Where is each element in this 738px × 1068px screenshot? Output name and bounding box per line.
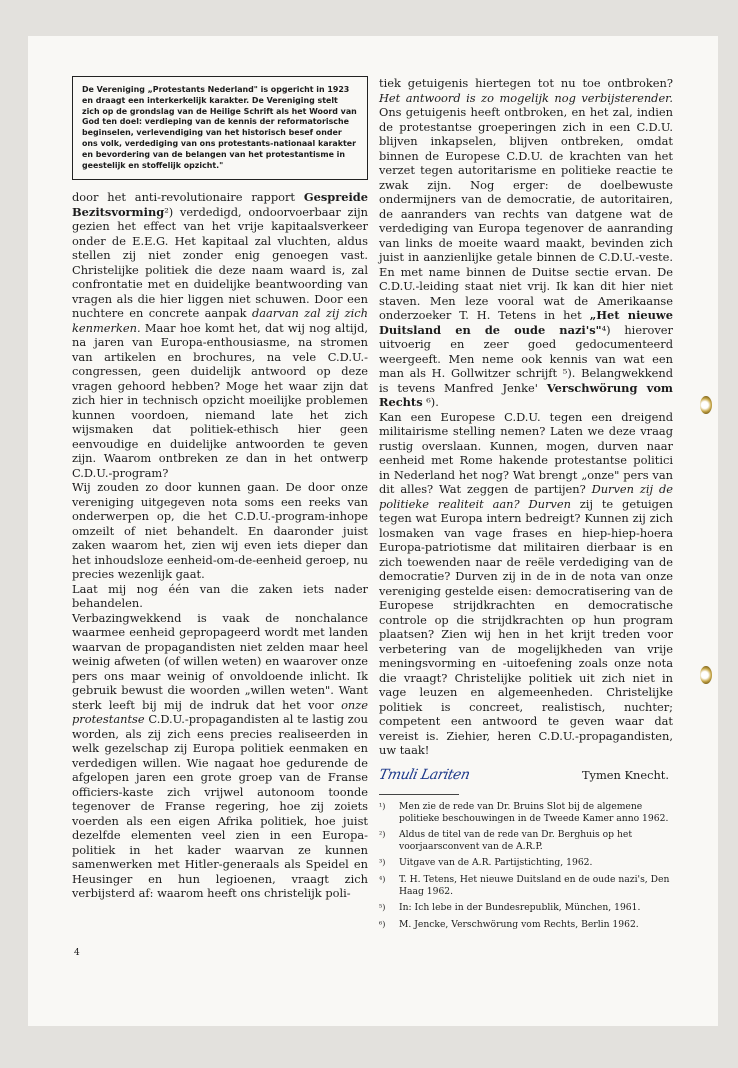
footnote-divider (379, 794, 459, 795)
footnote (379, 919, 673, 931)
footnote-number: ⁵) (379, 903, 386, 913)
association-statement: De Vereniging „Protestants Nederland" is opgericht in 1923 en draagt een interkerkelijk karakter. De Vereniging stelt zich op de grondslag van de Heilige Schrift als het Woord van God ten doel: verdieping van de kennis der reformatorische beginselen, verlevendiging van het historisch besef onder ons volk, verdediging van ons protestants-nationaal karakter en bevordering van de belangen van het protestantisme in geestelijk en stoffelijk opzicht." (82, 85, 357, 170)
left-paragraph-1 (72, 190, 368, 480)
footnote (379, 874, 673, 897)
text: zij te getuigen tegen wat Europa intern bedreigt? Kunnen zij zich losmaken van vage frases en hiep-hiep-hoera Europa-patriotisme dat militairen dierbaar is en zich toewenden naar de reële verdediging van de democratie? Durven zij in de in de nota van onze vereniging gestelde eisen: democratisering van de Europese strijdkrachten en democratische controle op die strijdkrachten op hun program plaatsen? Zien wij hen in het krijt treden voor verbetering van de mogelijkheden van vrije meningsvorming en -uitoefening zoals onze nota die vraagt? Christelijke politiek uit zich niet in vage leuzen en algemeenheden. Christelijke politiek is concreet, realistisch, nuchter; competent een antwoord te geven waar dat vereist is. Ziehier, heren C.D.U.-propagandisten, uw taak! (379, 496, 673, 757)
book-title: „Het nieuwe Duitsland en de oude nazi's" (379, 308, 673, 337)
left-paragraph-2: Wij zouden zo door kunnen gaan. De door onze vereniging uitgegeven nota soms een reeks van onderwerpen op, die het C.D.U.-program-inhope omzeilt of niet behandelt. En daaronder juist zaken waarom het, zien wij even iets dieper dan het inhoudsloze eenheid-om-de-eenheid geroep, nu precies wezenlijk gaat. (72, 480, 368, 582)
text: Ons getuigenis heeft ontbroken, en het zal, indien de protestantse groeperingen zich in een C.D.U. blijven inkapselen, blijven ontbreken, omdat binnen de Europese C.D.U. de krachten van het verzet tegen autoritarisme en politieke reactie te zwak zijn. Nog erger: de doelbewuste ondermijners van de democratie, de autoritairen, de aanranders van rechts van datgene wat de verdediging van Europa tegenover de aanranding van links de moeite waard maakt, bevinden zich juist in aanzienlijke getale binnen de C.D.U.-veste. En met name binnen de Duitse sectie ervan. De C.D.U.-leiding staat niet vrij. Ik kan dit hier niet staven. Men leze vooral wat de Amerikaanse onderzoeker T. H. Tetens in het (379, 105, 673, 322)
text: Kan een Europese C.D.U. tegen een dreigend militairisme stelling nemen? Laten we deze vraag rustig overslaan. Kunnen, mogen, durven naar eenheid met Rome hakende protestantse politici in Nederland het nog? Wat brengt „onze" pers van dit alles? Wat zeggen de partijen? (379, 409, 673, 496)
emphasis: onze protestantse (72, 697, 368, 727)
emphasis: Durven zij de politieke realiteit aan? Durven (379, 482, 673, 511)
signature-row (379, 768, 673, 783)
report-title: Gespreide Bezitsvorming (72, 190, 368, 219)
footnote-number: ⁴) (379, 874, 386, 884)
footnote-text: Aldus de titel van de rede van Dr. Berghuis op het voorjaarsconvent van de A.R.P. (399, 829, 633, 852)
footnote-text: T. H. Tetens, Het nieuwe Duitsland en de oude nazi's, Den Haag 1962. (399, 873, 670, 897)
binder-ring-icon (700, 396, 712, 414)
handwritten-signature: Tmuli Lariten (377, 766, 472, 783)
text: Maar hoe komt het, dat wij nog altijd, na jaren van Europa-enthousiasme, na stromen van artikelen en brochures, na vele C.D.U.-congressen, geen duidelijk antwoord op deze vragen gehoord hebben? Moge het waar zijn dat zich hier in technisch opzicht moeilijke problemen kunnen voordoen, niemand late het zich wijsmaken dat politiek-ethisch hier geen eenvoudige en duidelijke antwoorden te geven zijn. Waarom ontbreken ze dan in het ontwerp C.D.U.-program? (72, 320, 368, 480)
footnote (379, 902, 673, 914)
left-paragraph-4 (72, 611, 368, 901)
footnote-number: ²) (379, 830, 386, 840)
emphasis: daarvan zal zij zich kenmerken. (72, 306, 368, 335)
right-paragraph-2 (379, 410, 673, 758)
footnote-text: M. Jencke, Verschwörung vom Rechts, Berlin 1962. (399, 918, 639, 930)
footnote (379, 857, 673, 869)
binder-ring-icon (700, 666, 712, 684)
text: ⁶). (422, 395, 439, 409)
footnote-number: ³) (379, 858, 386, 868)
association-statement-box (72, 76, 368, 180)
text: C.D.U.-propagandisten al te lastig zou worden, als zij zich eens precies realiseerden in welk gezelschap zij Europa politiek eenmaken en verdedigen willen. Wie nagaat hoe gedurende de afgelopen jaren een grote groep van de Franse officiers-kaste zich vrijwel autonoom toonde tegenover de Franse regering, hoe zij zoiets voerden als een eigen Afrika politiek, hoe juist dezelfde elementen veel zien in een Europa-politiek in het kader waarvan ze kunnen samenwerken met Hitler-generaals als Speidel en Heusinger en hun legioenen, vraagt zich verbijsterd af: waarom heeft ons christelijk poli- (72, 712, 368, 901)
footnote (379, 829, 673, 852)
text: Verbazingwekkend is vaak de nonchalance waarmee eenheid gepropageerd wordt met landen waarvan de propagandisten niet zelden maar heel weinig afweten (of willen weten) en waarover onze pers ons maar weinig of onvoldoende inlicht. Ik gebruik bewust die woorden „willen weten". Want sterk leeft bij mij de indruk dat het voor (72, 610, 368, 712)
author-name: Tymen Knecht. (581, 767, 669, 782)
footnote-number: ⁶) (379, 919, 386, 929)
footnote (379, 801, 673, 824)
right-paragraph-1 (379, 76, 673, 410)
footnote-text: Men zie de rede van Dr. Bruins Slot bij de algemene politieke beschouwingen in de Tweede Kamer anno 1962. (399, 801, 669, 824)
right-column (379, 76, 673, 935)
left-paragraph-3: Laat mij nog één van die zaken iets nader behandelen. (72, 581, 368, 611)
emphasis: Het antwoord is zo mogelijk nog verbijsterender. (379, 90, 673, 105)
book-title: Verschwörung vom Rechts (379, 380, 673, 409)
text: ²) verdedigd, ondoorvoerbaar zijn gezien het effect van het vrije kapitaalsverkeer onder de E.E.G. Het kapitaal zal vluchten, aldus stellen zij niet zonder enig genoegen vast. Christelijke politiek die deze naam waard is, zal confrontatie met en duidelijke beantwoording van vragen als die hier liggen niet schuwen. Door een nuchtere en concrete aanpak (72, 204, 368, 321)
text: ⁴) hierover uitvoerig en zeer goed gedocumenteerd weergeeft. Men neme ook kennis van wat een man als H. Gollwitzer schrijft ⁵). Belangwekkend is tevens Manfred Jenke' (379, 322, 673, 395)
text: tiek getuigenis hiertegen tot nu toe ontbroken? (379, 76, 673, 90)
footnotes (379, 801, 673, 930)
footnote-text: In: Ich lebe in der Bundesrepublik, München, 1961. (399, 902, 641, 914)
footnote-number: ¹) (379, 802, 386, 811)
footnote-text: Uitgave van de A.R. Partijstichting, 1962. (399, 857, 593, 869)
left-column (72, 76, 368, 901)
page-number: 4 (74, 948, 80, 958)
text: door het anti-revolutionaire rapport (72, 190, 304, 205)
page (28, 36, 718, 1026)
